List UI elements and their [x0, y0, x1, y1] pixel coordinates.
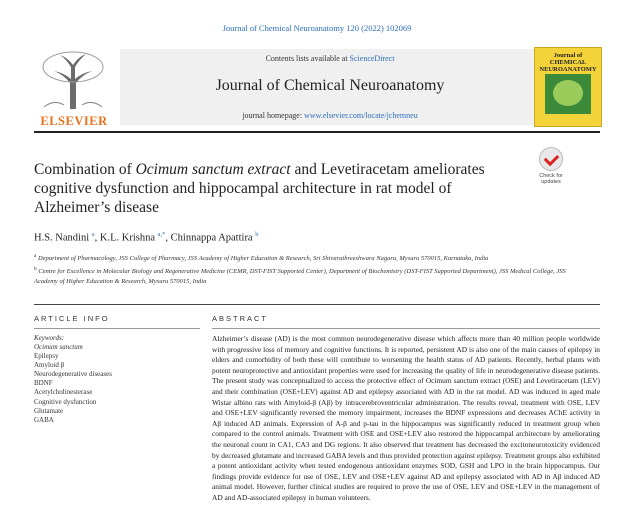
contents-prefix: Contents lists available at	[265, 54, 350, 63]
abstract-heading: ABSTRACT	[212, 314, 269, 323]
article-title	[34, 160, 504, 217]
affiliation-item	[34, 251, 574, 264]
keyword-item: GABA	[34, 415, 54, 424]
sciencedirect-link[interactable]: ScienceDirect	[349, 54, 395, 63]
author-affiliation-mark[interactable]: b	[255, 231, 259, 238]
keyword-item: Neurodegenerative diseases	[34, 370, 112, 379]
check-for-updates-badge[interactable]	[532, 147, 570, 183]
keyword-item: BDNF	[34, 379, 53, 388]
keyword-item: Acetylcholinesterase	[34, 388, 93, 397]
journal-cover[interactable]	[534, 47, 602, 127]
title-part-1: Combination of	[34, 161, 136, 178]
author-affiliation-mark[interactable]: a	[91, 231, 95, 238]
journal-name: Journal of Chemical Neuroanatomy	[215, 77, 445, 94]
affiliation-mark: b	[34, 266, 37, 273]
affiliation-mark: a	[34, 253, 37, 259]
check-updates-label: Check for updates	[539, 173, 563, 185]
title-part-3: and Levetiracetam ameliorates cognitive dysfunction and hippocampal architecture in rat model of Alzheimer’s disease	[34, 161, 485, 216]
author-affiliation-mark[interactable]: a,*	[157, 231, 166, 238]
cover-image-detail	[553, 80, 583, 106]
affiliation-text: Centre for Excellence in Molecular Biology and Regenerative Medicine (CEMR, DST-FIST Supported Center), Department of Biochemistry (DST-FIST Supported Department), JSS Medical College, JSS Academy of Higher Education & Research, Mysuru 570015, India	[34, 268, 566, 286]
keywords-list	[34, 343, 194, 425]
homepage-prefix: journal homepage:	[242, 111, 305, 120]
elsevier-logo[interactable]	[34, 49, 112, 128]
article-info-rule	[34, 328, 200, 329]
keyword-item: Glutamate	[34, 406, 64, 415]
publisher-name: ELSEVIER	[40, 114, 108, 128]
article-info-heading: ARTICLE INFO	[34, 314, 110, 323]
title-part-2: Ocimum sanctum extract	[135, 161, 291, 178]
header-rule	[34, 131, 600, 133]
check-updates-icon	[539, 147, 563, 171]
author-name[interactable]: Chinnappa Apattira	[170, 232, 253, 244]
contents-line	[120, 54, 540, 63]
abstract-rule	[212, 328, 600, 329]
homepage-link[interactable]: www.elsevier.com/locate/jchemneu	[304, 111, 418, 120]
keyword-item: Amyloid β	[34, 361, 65, 370]
abstract-text: Alzheimer’s disease (AD) is the most common neurodegenerative disease which affects more than 40 million people worldwide with progressive loss of memory and cognitive functions. It is reported, persistent AD is also one of the main causes of epilepsy in elders and comorbidity of both these will contribute to worsening the health status of AD patients. Recently, herbal plants with potent neuroprotective and antioxidant properties were used for increasing the quality of life in neurodegenerative disease patients. The present study was conceptualized to access the protective effect of Ocimum sanctum extract (OSE) and Levetiracetam (LEV) and their combination (OSE+LEV) against AD and epilepsy associated with AD in the rat model. AD was induced in aged male Wistar albino rats with Amyloid-β (Aβ) by intracerebroventricular administration. The results reveal, treatment with OSE, LEV and OSE+LEV significantly reversed the memory impairment, increases the BDNF expressions and decreases AChE activity in Aβ induced AD animals. Expression of A-β and p-tau in the hippocampus was significantly reduced in treatment group when compared to the control animals. Treatment with OSE and OSE+LEV also restored the hippocampal architecture by ameliorating the neuronal count in CA1, CA3 and DG regions. It also observed that treatment has decreased the excitoneurotoxicity evidenced by decreased glutamate and increased GABA levels and thus provided protection against epilepsy. Treatment groups also exhibited a potent antioxidant activity when tested endogenous antioxidant enzymes SOD, GSH and LPO in the brain hippocampus. Our findings provide evidence for use of OSE, LEV and OSE+LEV against AD and epilepsy associated with AD in Aβ induced AD animal model. However, further clinical studies are required to prove the use of OSE, LEV and OSE+LEV in the management of AD and AD-associated epilepsy in human volunteers.	[212, 334, 600, 502]
keyword-item: Ocimum sanctum	[34, 343, 83, 351]
section-rule	[34, 304, 600, 305]
keyword-item: Epilepsy	[34, 352, 59, 361]
keyword-item: Cognitive dysfunction	[34, 397, 97, 406]
journal-citation[interactable]: Journal of Chemical Neuroanatomy 120 (2022) 102069	[222, 23, 412, 33]
keywords-label: Keywords:	[34, 334, 65, 342]
author-name[interactable]: K.L. Krishna	[99, 232, 156, 244]
affiliation-text: Department of Pharmacology, JSS College of Pharmacy, JSS Academy of Higher Education & Research, Sri Shivarathreeshwara Nagara, Mysuru 570015, Karnataka, India	[38, 255, 489, 263]
author-list: H.S. Nandini $^a$, K.L. Krishna $^{a,*}$, Chinnappa Apattira $^b$	[34, 231, 259, 244]
affiliation-item	[34, 264, 574, 287]
homepage-line	[120, 111, 540, 120]
author-name[interactable]: H.S. Nandini	[34, 232, 90, 244]
affiliations	[34, 251, 574, 287]
elsevier-tree-icon	[34, 49, 112, 111]
journal-header	[34, 45, 600, 127]
cover-title: Journal of CHEMICAL NEUROANATOMY	[539, 52, 597, 73]
